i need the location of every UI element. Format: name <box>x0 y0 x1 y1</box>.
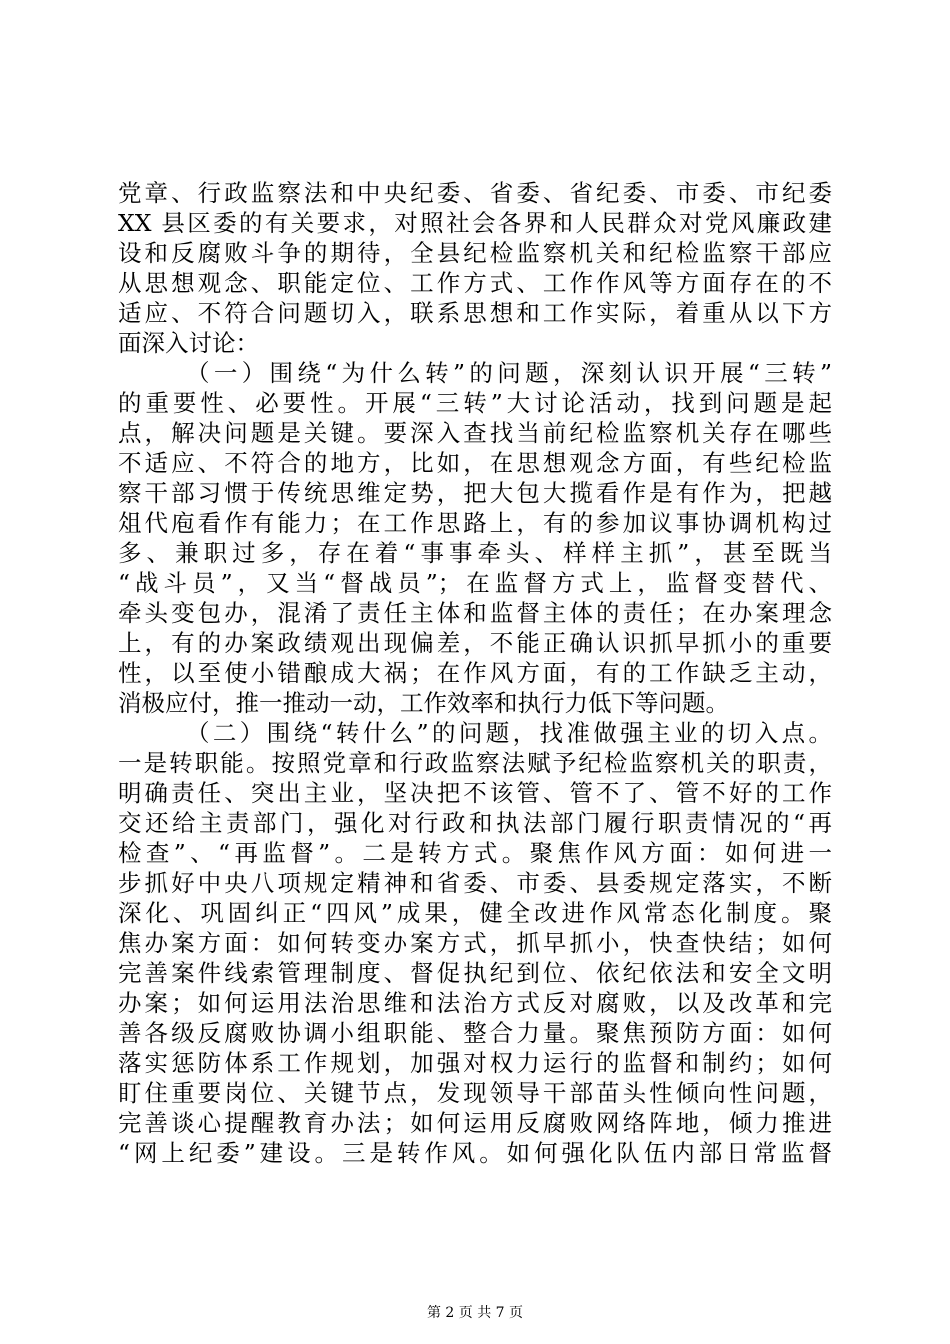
body-line: 善各级反腐败协调小组职能、整合力量。聚焦预防方面：如何 <box>118 1019 832 1047</box>
body-line: 的重要性、必要性。开展“三转”大讨论活动，找到问题是起 <box>118 389 832 417</box>
body-line: 适应、不符合问题切入，联系思想和工作实际，着重从以下方 <box>118 299 832 327</box>
body-line: 多、兼职过多，存在着“事事牵头、样样主抓”，甚至既当 <box>118 539 832 567</box>
body-line: 察干部习惯于传统思维定势，把大包大揽看作是有作为，把越 <box>118 479 832 507</box>
body-line: XX 县区委的有关要求，对照社会各界和人民群众对党风廉政建 <box>118 209 832 237</box>
body-line: 办案；如何运用法治思维和法治方式反对腐败，以及改革和完 <box>118 989 832 1017</box>
document-body <box>118 178 832 1168</box>
body-line: 从思想观念、职能定位、工作方式、工作作风等方面存在的不 <box>118 269 832 297</box>
body-line: 俎代庖看作有能力；在工作思路上，有的参加议事协调机构过 <box>118 509 832 537</box>
body-line: 落实惩防体系工作规划，加强对权力运行的监督和制约；如何 <box>118 1049 832 1077</box>
body-line: 不适应、不符合的地方，比如，在思想观念方面，有些纪检监 <box>118 449 832 477</box>
body-line: 设和反腐败斗争的期待，全县纪检监察机关和纪检监察干部应 <box>118 239 832 267</box>
section-heading-line: （一）围绕“为什么转”的问题，深刻认识开展“三转” <box>186 359 832 387</box>
body-line: 消极应付，推一推动一动，工作效率和执行力低下等问题。 <box>118 689 729 717</box>
body-line: 盯住重要岗位、关键节点，发现领导干部苗头性倾向性问题， <box>118 1079 832 1107</box>
body-line: 完善案件线索管理制度、督促执纪到位、依纪依法和安全文明 <box>118 959 832 987</box>
body-line: 完善谈心提醒教育办法；如何运用反腐败网络阵地，倾力推进 <box>118 1109 832 1137</box>
body-line: 检查”、“再监督”。二是转方式。聚焦作风方面：如何进一 <box>118 839 832 867</box>
body-line: 明确责任、突出主业，坚决把不该管、管不了、管不好的工作 <box>118 779 832 807</box>
section-heading-line: （二）围绕“转什么”的问题，找准做强主业的切入点。 <box>186 719 832 747</box>
body-line: 党章、行政监察法和中央纪委、省委、省纪委、市委、市纪委 <box>118 179 832 207</box>
body-line: 焦办案方面：如何转变办案方式，抓早抓小，快查快结；如何 <box>118 929 832 957</box>
page-number-footer: 第 2 页 共 7 页 <box>426 1305 524 1321</box>
body-line: 面深入讨论： <box>118 329 259 357</box>
body-line: 点，解决问题是关键。要深入查找当前纪检监察机关存在哪些 <box>118 419 832 447</box>
body-line: “战斗员”，又当“督战员”；在监督方式上，监督变替代、 <box>118 569 832 597</box>
body-line: “网上纪委”建设。三是转作风。如何强化队伍内部日常监督 <box>118 1139 832 1167</box>
body-line: 深化、巩固纠正“四风”成果，健全改进作风常态化制度。聚 <box>118 899 832 927</box>
body-line: 牵头变包办，混淆了责任主体和监督主体的责任；在办案理念 <box>118 599 832 627</box>
body-line: 一是转职能。按照党章和行政监察法赋予纪检监察机关的职责， <box>118 749 832 777</box>
body-line: 步抓好中央八项规定精神和省委、市委、县委规定落实，不断 <box>118 869 832 897</box>
body-line: 性，以至使小错酿成大祸；在作风方面，有的工作缺乏主动， <box>118 659 832 687</box>
body-line: 交还给主责部门，强化对行政和执法部门履行职责情况的“再 <box>118 809 832 837</box>
body-line: 上，有的办案政绩观出现偏差，不能正确认识抓早抓小的重要 <box>118 629 832 657</box>
